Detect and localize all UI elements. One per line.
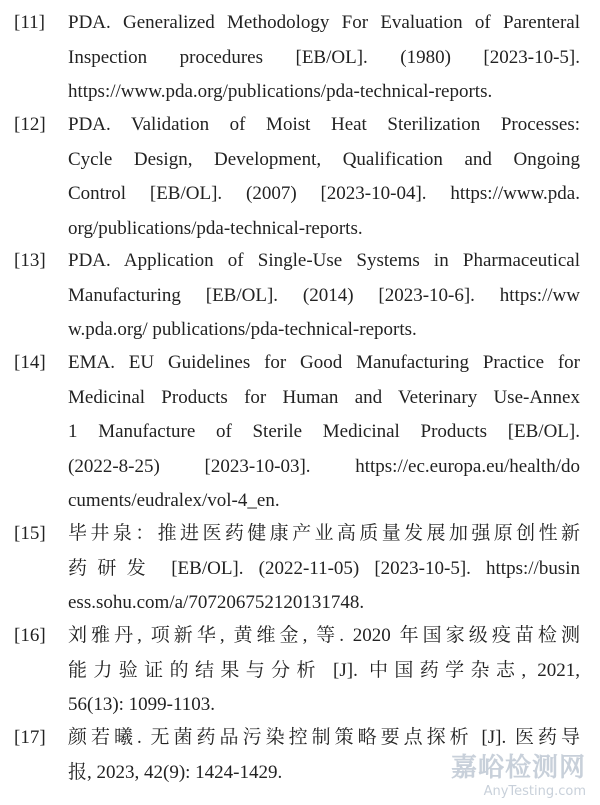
reference-line: PDA. Validation of Moist Heat Sterilization Processes: bbox=[68, 114, 580, 135]
reference-item bbox=[0, 6, 600, 110]
reference-text bbox=[68, 346, 580, 519]
reference-line: 56(13): 1099-1103. bbox=[68, 694, 216, 715]
reference-number: [11] bbox=[14, 12, 45, 33]
reference-number: [12] bbox=[14, 114, 46, 135]
reference-text bbox=[68, 108, 580, 246]
reference-number: [13] bbox=[14, 250, 46, 271]
reference-line: (2022-8-25) [2023-10-03]. https://ec.europa.eu/health/do bbox=[68, 455, 580, 477]
reference-line: 刘雅丹, 项新华, 黄维金, 等. 2020 年国家级疫苗检测 bbox=[68, 625, 580, 646]
reference-item bbox=[0, 619, 600, 723]
reference-item bbox=[0, 346, 600, 519]
reference-text bbox=[68, 6, 580, 110]
reference-line: Medicinal Products for Human and Veterinary Use-Annex bbox=[68, 386, 580, 408]
reference-item bbox=[0, 108, 600, 246]
reference-number: [16] bbox=[14, 625, 46, 646]
reference-line: PDA. Generalized Methodology For Evaluation of Parenteral bbox=[68, 12, 580, 33]
reference-line: Manufacturing [EB/OL]. (2014) [2023-10-6]. https://ww bbox=[68, 284, 580, 306]
reference-line: org/publications/pda-technical-reports. bbox=[68, 217, 363, 239]
watermark-sub-text: AnyTesting.com bbox=[483, 784, 586, 799]
watermark-logo bbox=[451, 747, 586, 799]
reference-text bbox=[68, 619, 580, 723]
reference-line: w.pda.org/ publications/pda-technical-reports. bbox=[68, 319, 417, 340]
reference-line: 颜若曦. 无菌药品污染控制策略要点探析 [J]. 医药导 bbox=[68, 727, 580, 748]
reference-item bbox=[0, 517, 600, 621]
reference-text bbox=[68, 244, 580, 348]
reference-line: 1 Manufacture of Sterile Medicinal Products [EB/OL]. bbox=[68, 421, 580, 442]
reference-line: PDA. Application of Single-Use Systems in Pharmaceutical bbox=[68, 250, 580, 271]
reference-line: 药研发 [EB/OL]. (2022-11-05) [2023-10-5]. https://busin bbox=[68, 557, 580, 579]
reference-line: cuments/eudralex/vol-4_en. bbox=[68, 490, 280, 511]
reference-item bbox=[0, 244, 600, 348]
reference-line: https://www.pda.org/publications/pda-technical-reports. bbox=[68, 81, 493, 102]
reference-line: ess.sohu.com/a/707206752120131748. bbox=[68, 592, 365, 613]
reference-number: [15] bbox=[14, 523, 46, 544]
reference-line: 毕井泉：推进医药健康产业高质量发展加强原创性新 bbox=[68, 523, 580, 544]
reference-line: 能力验证的结果与分析 [J]. 中国药学杂志, 2021, bbox=[68, 659, 580, 681]
reference-line: 报, 2023, 42(9): 1424-1429. bbox=[68, 761, 283, 783]
reference-number: [17] bbox=[14, 727, 46, 748]
watermark-main-text: 嘉峪检测网 bbox=[450, 753, 586, 783]
reference-line: Inspection procedures [EB/OL]. (1980) [2023-10-5]. bbox=[68, 46, 580, 68]
reference-line: Cycle Design, Development, Qualification and Ongoing bbox=[68, 148, 580, 170]
reference-number: [14] bbox=[14, 352, 46, 373]
reference-line: EMA. EU Guidelines for Good Manufacturing Practice for bbox=[68, 352, 580, 373]
reference-text bbox=[68, 517, 580, 621]
reference-line: Control [EB/OL]. (2007) [2023-10-04]. https://www.pda. bbox=[68, 183, 580, 204]
